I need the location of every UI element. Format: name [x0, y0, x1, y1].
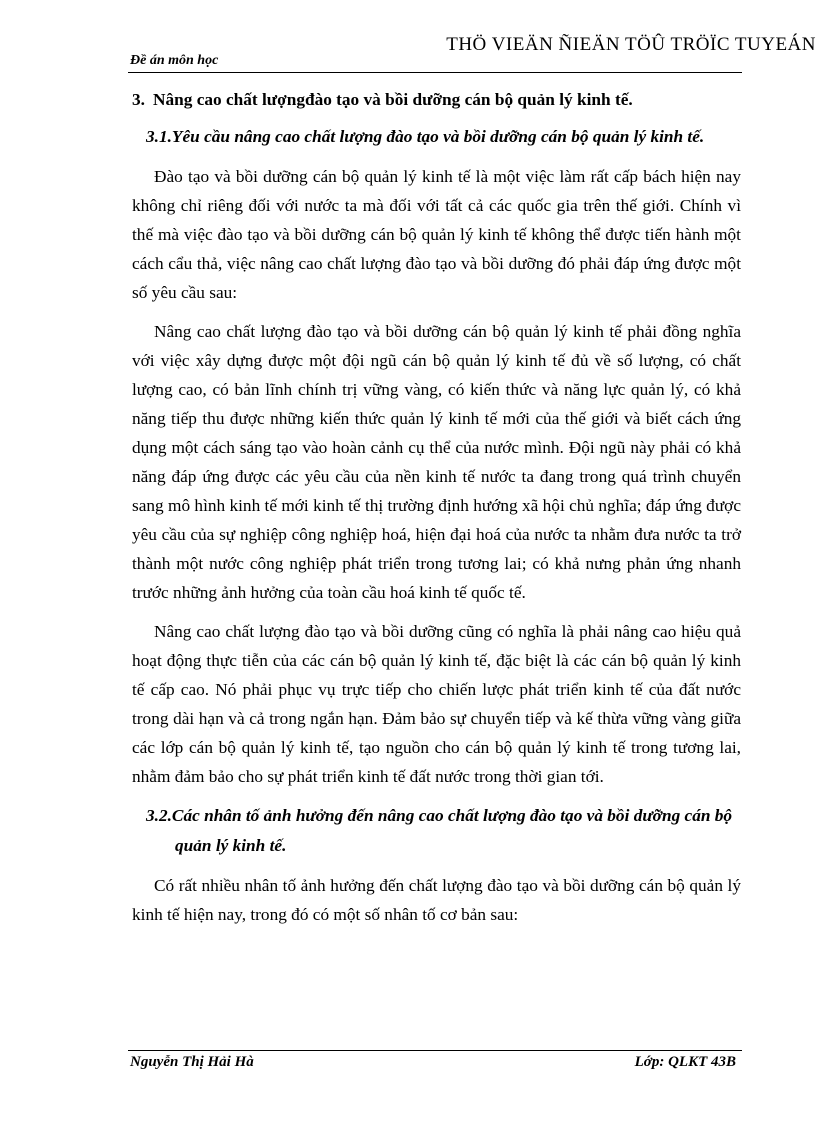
footer-author: Nguyễn Thị Hải Hà [130, 1054, 254, 1070]
paragraph: Nâng cao chất lượng đào tạo và bồi dưỡng cũng có nghĩa là phải nâng cao hiệu quả hoạt động thực tiễn của các cán bộ quản lý kinh tế, đặc biệt là các cán bộ quản lý kinh tế cấp cao. Nó phải phục vụ trực tiếp cho chiến lược phát triển kinh tế của đất nước trong dài hạn và cả trong ngắn hạn. Đảm bảo sự chuyển tiếp và kế thừa vững vàng giữa các lớp cán bộ quản lý kinh tế, tạo nguồn cho cán bộ quản lý kinh tế trong tương lai, nhằm đảm bảo cho sự phát triển kinh tế đất nước trong thời gian tới. [132, 622, 741, 786]
document-body [132, 86, 741, 929]
footer-class: Lớp: QLKT 43B [634, 1054, 736, 1070]
subsection-heading-3-1: 3.1.Yêu cầu nâng cao chất lượng đào tạo và bồi dưỡng cán bộ quản lý kinh tế. [146, 127, 705, 146]
header-divider [128, 72, 742, 73]
section-title: Nâng cao chất lượngđào tạo và bồi dưỡng cán bộ quản lý kinh tế. [153, 90, 633, 109]
paragraph: Có rất nhiều nhân tố ảnh hưởng đến chất lượng đào tạo và bồi dưỡng cán bộ quản lý kinh tế hiện nay, trong đó có một số nhân tố cơ bản sau: [132, 876, 741, 924]
paragraph: Đào tạo và bồi dưỡng cán bộ quản lý kinh tế là một việc làm rất cấp bách hiện nay không chỉ riêng đối với nước ta mà đối với tất cả các quốc gia trên thế giới. Chính vì thế mà việc đào tạo và bồi dưỡng cán bộ quản lý kinh tế không thể được tiến hành một cách cẩu thả, việc nâng cao chất lượng đào tạo và bồi dưỡng đó phải đáp ứng được một số yêu cầu sau: [132, 167, 741, 302]
paragraph: Nâng cao chất lượng đào tạo và bồi dưỡng cán bộ quản lý kinh tế phải đồng nghĩa với việc xây dựng được một đội ngũ cán bộ quản lý kinh tế đủ về số lượng, có chất lượng cao, có bản lĩnh chính trị vững vàng, có kiến thức và năng lực quản lý, có khả năng tiếp thu được những kiến thức quản lý kinh tế mới của thế giới và biết cách ứng dụng một cách sáng tạo vào hoàn cảnh cụ thể của nước mình. Đội ngũ này phải có khả năng đáp ứng được các yêu cầu của nền kinh tế nước ta đang trong quá trình chuyển sang mô hình kinh tế mới kinh tế thị trường định hướng xã hội chủ nghĩa; đáp ứng được yêu cầu của sự nghiệp công nghiệp hoá, hiện đại hoá của nước ta nhằm đưa nước ta trở thành một nước công nghiệp phát triển trong tương lai; có khả nưng phản ứng nhanh trước những ảnh hưởng của toàn cầu hoá kinh tế quốc tế. [132, 322, 741, 602]
watermark-text: THÖ VIEÄN ÑIEÄN TÖÛ TRÖÏC TUYEÁN [446, 34, 816, 55]
document-header-title: Đề án môn học [130, 53, 219, 68]
section-heading [132, 86, 741, 114]
section-number: 3. [132, 90, 145, 109]
footer-divider [128, 1050, 742, 1051]
subsection-heading-3-2: 3.2.Các nhân tố ảnh hưởng đến nâng cao chất lượng đào tạo và bồi dưỡng cán bộ quản lý kinh tế. [146, 806, 733, 855]
